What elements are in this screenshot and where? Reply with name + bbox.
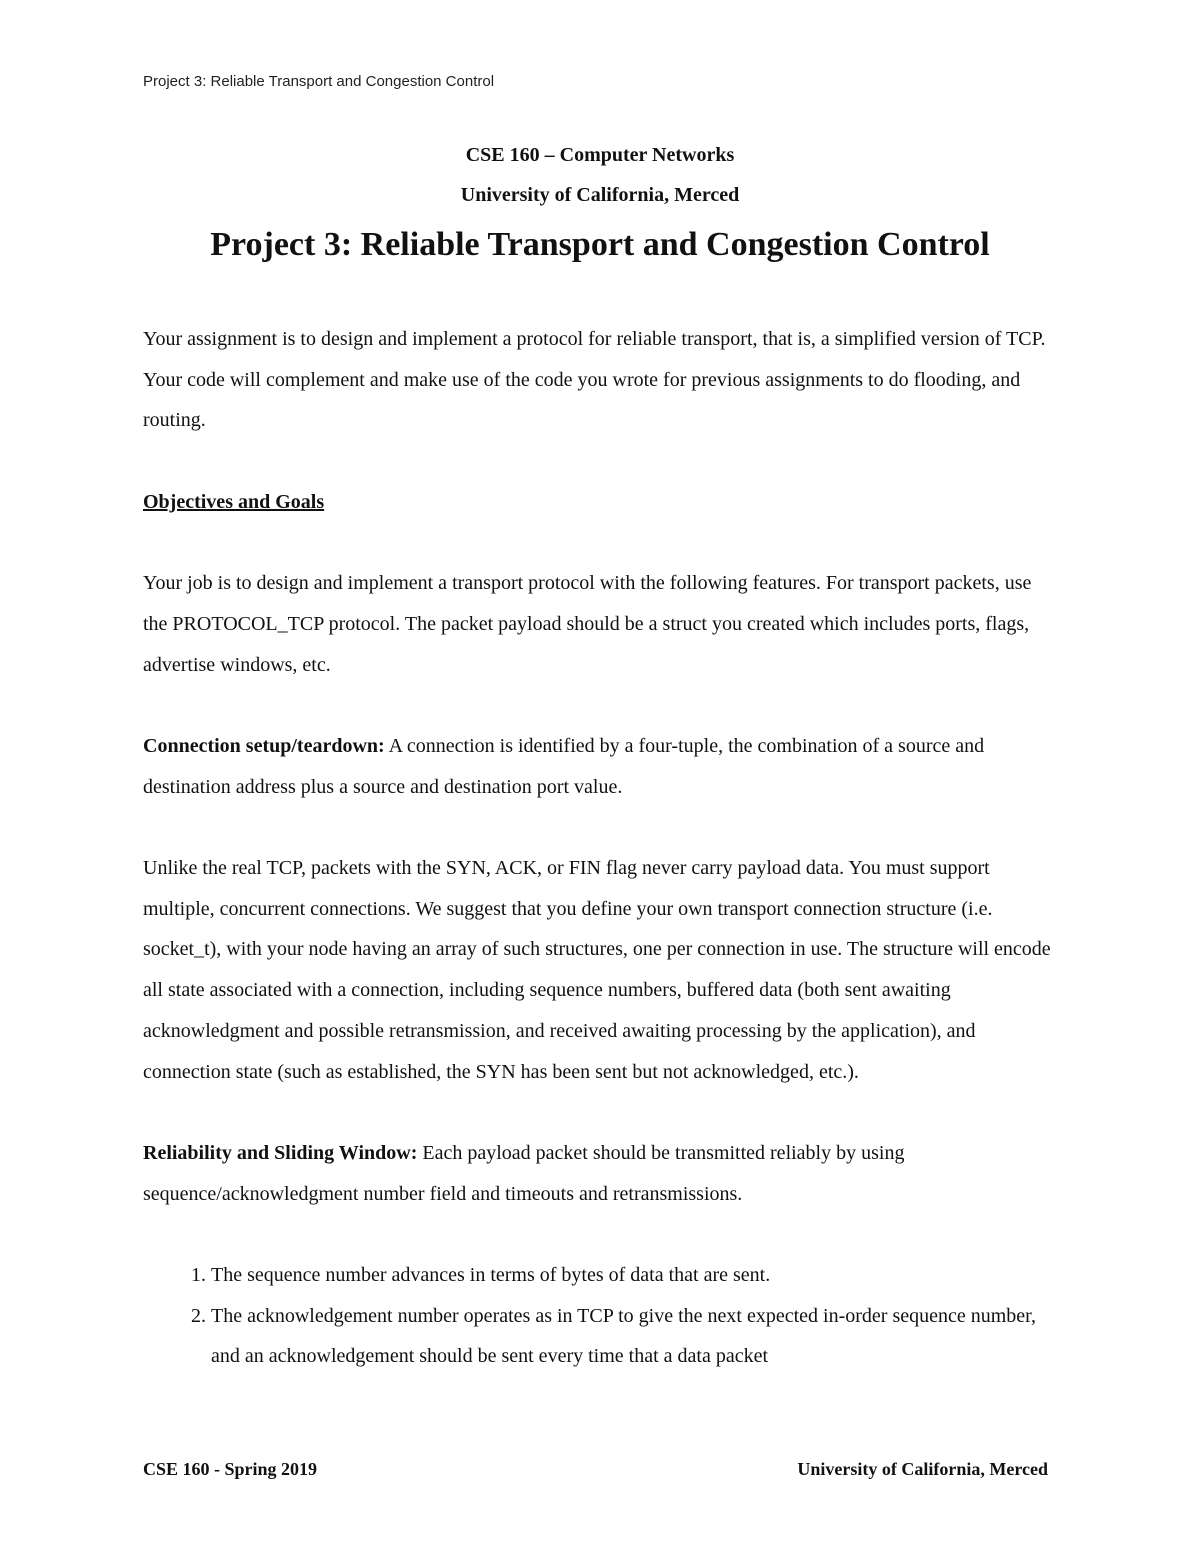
connection-text: A connection is identified by a four-tuple, the combination of a source and destination address plus a source and destination port value. (143, 734, 985, 798)
footer-course: CSE 160 - Spring 2019 (143, 1459, 318, 1479)
running-header: Project 3: Reliable Transport and Congestion Control (143, 73, 495, 90)
objectives-heading: Objectives and Goals (143, 490, 325, 513)
numbered-list (143, 1255, 1058, 1377)
connection-label: Connection setup/teardown: (143, 734, 385, 757)
footer-university: University of California, Merced (797, 1459, 1048, 1479)
reliability-label: Reliability and Sliding Window: (143, 1141, 418, 1164)
list-item: 1. The sequence number advances in terms of bytes of data that are sent. (211, 1255, 1058, 1296)
project-title: Project 3: Reliable Transport and Congestion Control (210, 226, 990, 263)
unlike-tcp-paragraph: Unlike the real TCP, packets with the SYN, ACK, or FIN flag never carry payload data. You must support multiple, concurrent connections. We suggest that you define your own transport connection structure (i.e. socket_t), with your node having an array of such structures, one per connection in use. The structure will encode all state associated with a connection, including sequence numbers, buffered data (both sent awaiting acknowledgment and possible retransmission, and received awaiting processing by the application), and connection state (such as established, the SYN has been sent but not acknowledged, etc.). (143, 857, 1051, 1083)
connection-paragraph (143, 726, 1058, 807)
course-title: CSE 160 – Computer Networks (465, 144, 735, 166)
reliability-text: Each payload packet should be transmitted reliably by using sequence/acknowledgment number field and timeouts and retransmissions. (143, 1141, 905, 1205)
university-title: University of California, Merced (460, 184, 740, 206)
objectives-paragraph: Your job is to design and implement a transport protocol with the following features. For transport packets, use the PROTOCOL_TCP protocol. The packet payload should be a struct you created which includes ports, flags, advertise windows, etc. (143, 572, 1032, 676)
list-item: 2. The acknowledgement number operates as in TCP to give the next expected in-order sequence number, and an acknowledgement should be sent every time that a data packet (211, 1296, 1058, 1377)
reliability-paragraph (143, 1133, 1058, 1214)
document-body (143, 319, 1058, 1377)
intro-paragraph: Your assignment is to design and implement a protocol for reliable transport, that is, a simplified version of TCP. Your code will complement and make use of the code you wrote for previous assignments to do flooding, and routing. (143, 328, 1046, 432)
